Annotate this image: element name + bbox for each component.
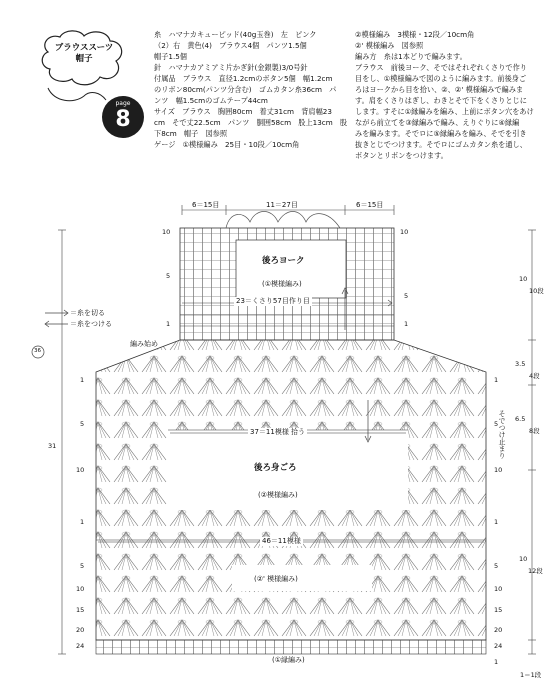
top-dim-mid: 11＝27目 bbox=[266, 201, 298, 209]
right-dim-3b: 8段 bbox=[529, 427, 540, 435]
row-mark-right: 10 bbox=[494, 466, 503, 474]
right-dim-2b: 4段 bbox=[529, 372, 540, 380]
right-dim-1: 10 bbox=[519, 275, 528, 283]
title-line2: 帽子 bbox=[75, 54, 93, 64]
body-4: す。肩をくさりはぎし、わきとそで下をくさりとじに bbox=[355, 96, 527, 105]
row-mark-left: 15 bbox=[76, 606, 85, 614]
legend-cut: ＝糸を切る bbox=[70, 309, 105, 317]
chain-label: 23＝くさり57目作り目 bbox=[236, 297, 310, 305]
left-dim-31: 31 bbox=[48, 442, 57, 450]
legend-attach: ＝糸をつける bbox=[70, 320, 112, 328]
body-5: します。すそに①縁編みを編み、上前にボタン穴をあけ bbox=[355, 107, 534, 116]
body-title: 後ろ身ごろ bbox=[254, 463, 297, 473]
row-mark-right: 5 bbox=[404, 292, 409, 300]
accessories-3: ンツ 幅1.5cmのゴムテープ44cm bbox=[154, 96, 268, 105]
right-dim-1b: 10段 bbox=[529, 287, 544, 295]
body-9: ボタンとリボンをつけます。 bbox=[355, 151, 448, 160]
right-dim-3: 6.5 bbox=[515, 415, 526, 423]
body-pattern2: (②' 模様編み) bbox=[254, 575, 298, 583]
size-3: 下8cm 帽子 図参照 bbox=[154, 129, 228, 138]
row-mark-right: 1 bbox=[494, 376, 499, 384]
size-2: cm そで丈22.5cm パンツ 胴囲58cm 股上13cm 股 bbox=[154, 118, 348, 127]
method-head: 編み方 糸は1本どりで編みます。 bbox=[355, 52, 467, 61]
row-mark-right: 5 bbox=[494, 420, 499, 428]
sleeve-note: そでつけ止まり bbox=[498, 410, 506, 459]
right-dim-4: 10 bbox=[519, 555, 528, 563]
yarn-line: 糸 ハマナカキューピッド(40g玉巻) 左 ピンク bbox=[154, 30, 317, 39]
top-dim-left: 6＝15目 bbox=[192, 201, 220, 209]
row-mark-right: 20 bbox=[494, 626, 503, 634]
body-2: 目をし、①模様編みで図のように編みます。前後身ご bbox=[355, 74, 527, 83]
gauge2-2: ②' 模様編み 図参照 bbox=[355, 41, 424, 50]
yarn-line3: 帽子1.5個 bbox=[154, 52, 187, 61]
yarn-line2: （2）右 黄色(4) ブラウス4個 パンツ1.5個 bbox=[154, 41, 307, 50]
body-pattern1: (②模様編み) bbox=[258, 491, 298, 499]
yoke-pattern: (①模様編み) bbox=[262, 280, 302, 288]
size-1: サイズ ブラウス 胸囲80cm 着丈31cm 背肩幅23 bbox=[154, 107, 332, 116]
gauge2-1: ②模様編み 3模様・12段／10cm角 bbox=[355, 30, 475, 39]
row-mark-right: 15 bbox=[494, 606, 503, 614]
body-8: 抜きとじでつけます。そでロにゴムカタン糸を通し、 bbox=[355, 140, 527, 149]
right-dim-4b: 12段 bbox=[528, 567, 543, 575]
row-mark-left: 5 bbox=[80, 562, 85, 570]
accessories-1: 付属品 ブラウス 直径1.2cmのボタン5個 幅1.2cm bbox=[154, 74, 333, 83]
body-3: ろはヨークから目を拾い、②、②' 模様編みで編みま bbox=[355, 85, 524, 94]
row-mark-right: 5 bbox=[494, 562, 499, 570]
accessories-2: のリボン80cm(パンツ分含む) ゴムカタン糸36cm パ bbox=[154, 85, 337, 94]
needle-line: 針 ハマナカアミアミ片かぎ針(金銀製)3/0号針 bbox=[154, 63, 308, 72]
width-46: 46＝11模様 bbox=[262, 537, 301, 545]
page-badge-number: 8 bbox=[115, 107, 131, 132]
row-mark-left: 10 bbox=[162, 228, 171, 236]
row-mark-left: 5 bbox=[80, 420, 85, 428]
knit-start-label: 編み始め bbox=[130, 340, 158, 348]
row-mark-left: 1 bbox=[80, 376, 85, 384]
right-dim-2: 3.5 bbox=[515, 360, 526, 368]
row-mark-left: 1 bbox=[166, 320, 171, 328]
page-badge-word: page bbox=[115, 100, 131, 107]
page-number: 36 bbox=[34, 348, 41, 354]
row-mark-left: 10 bbox=[76, 466, 85, 474]
row-mark-left: 5 bbox=[166, 272, 171, 280]
body-7: みを編みます。そでロに⑤縁編みを編み、そでを引き bbox=[355, 129, 527, 138]
body-1: ブラウス 前後ヨーク、そではそれぞれくさりで作り bbox=[355, 63, 527, 72]
row-mark-left: 10 bbox=[76, 585, 85, 593]
row-mark-left: 20 bbox=[76, 626, 85, 634]
row-mark-right: 1 bbox=[494, 518, 499, 526]
width-37: 37＝11模様 拾う bbox=[250, 428, 306, 436]
row-mark-right: 10 bbox=[494, 585, 503, 593]
row-mark-right: 24 bbox=[494, 642, 503, 650]
top-dim-right: 6＝15目 bbox=[356, 201, 384, 209]
right-dim-5: 1＝1段 bbox=[520, 671, 542, 679]
gauge-line: ゲージ ①模様編み 25目・10段／10cm角 bbox=[154, 140, 300, 149]
title-line1: ブラウススーツ bbox=[54, 43, 114, 53]
row-mark-right: 1 bbox=[404, 320, 409, 328]
yoke-title: 後ろヨーク bbox=[262, 256, 305, 266]
row-mark-right: 1 bbox=[494, 658, 499, 666]
body-6: ながら前立てを③縁編みで編み、えりぐりに④縁編 bbox=[355, 118, 520, 127]
row-mark-right: 10 bbox=[400, 228, 409, 236]
hem-label: (①縁編み) bbox=[272, 656, 305, 664]
row-mark-left: 1 bbox=[80, 518, 85, 526]
row-mark-left: 24 bbox=[76, 642, 85, 650]
